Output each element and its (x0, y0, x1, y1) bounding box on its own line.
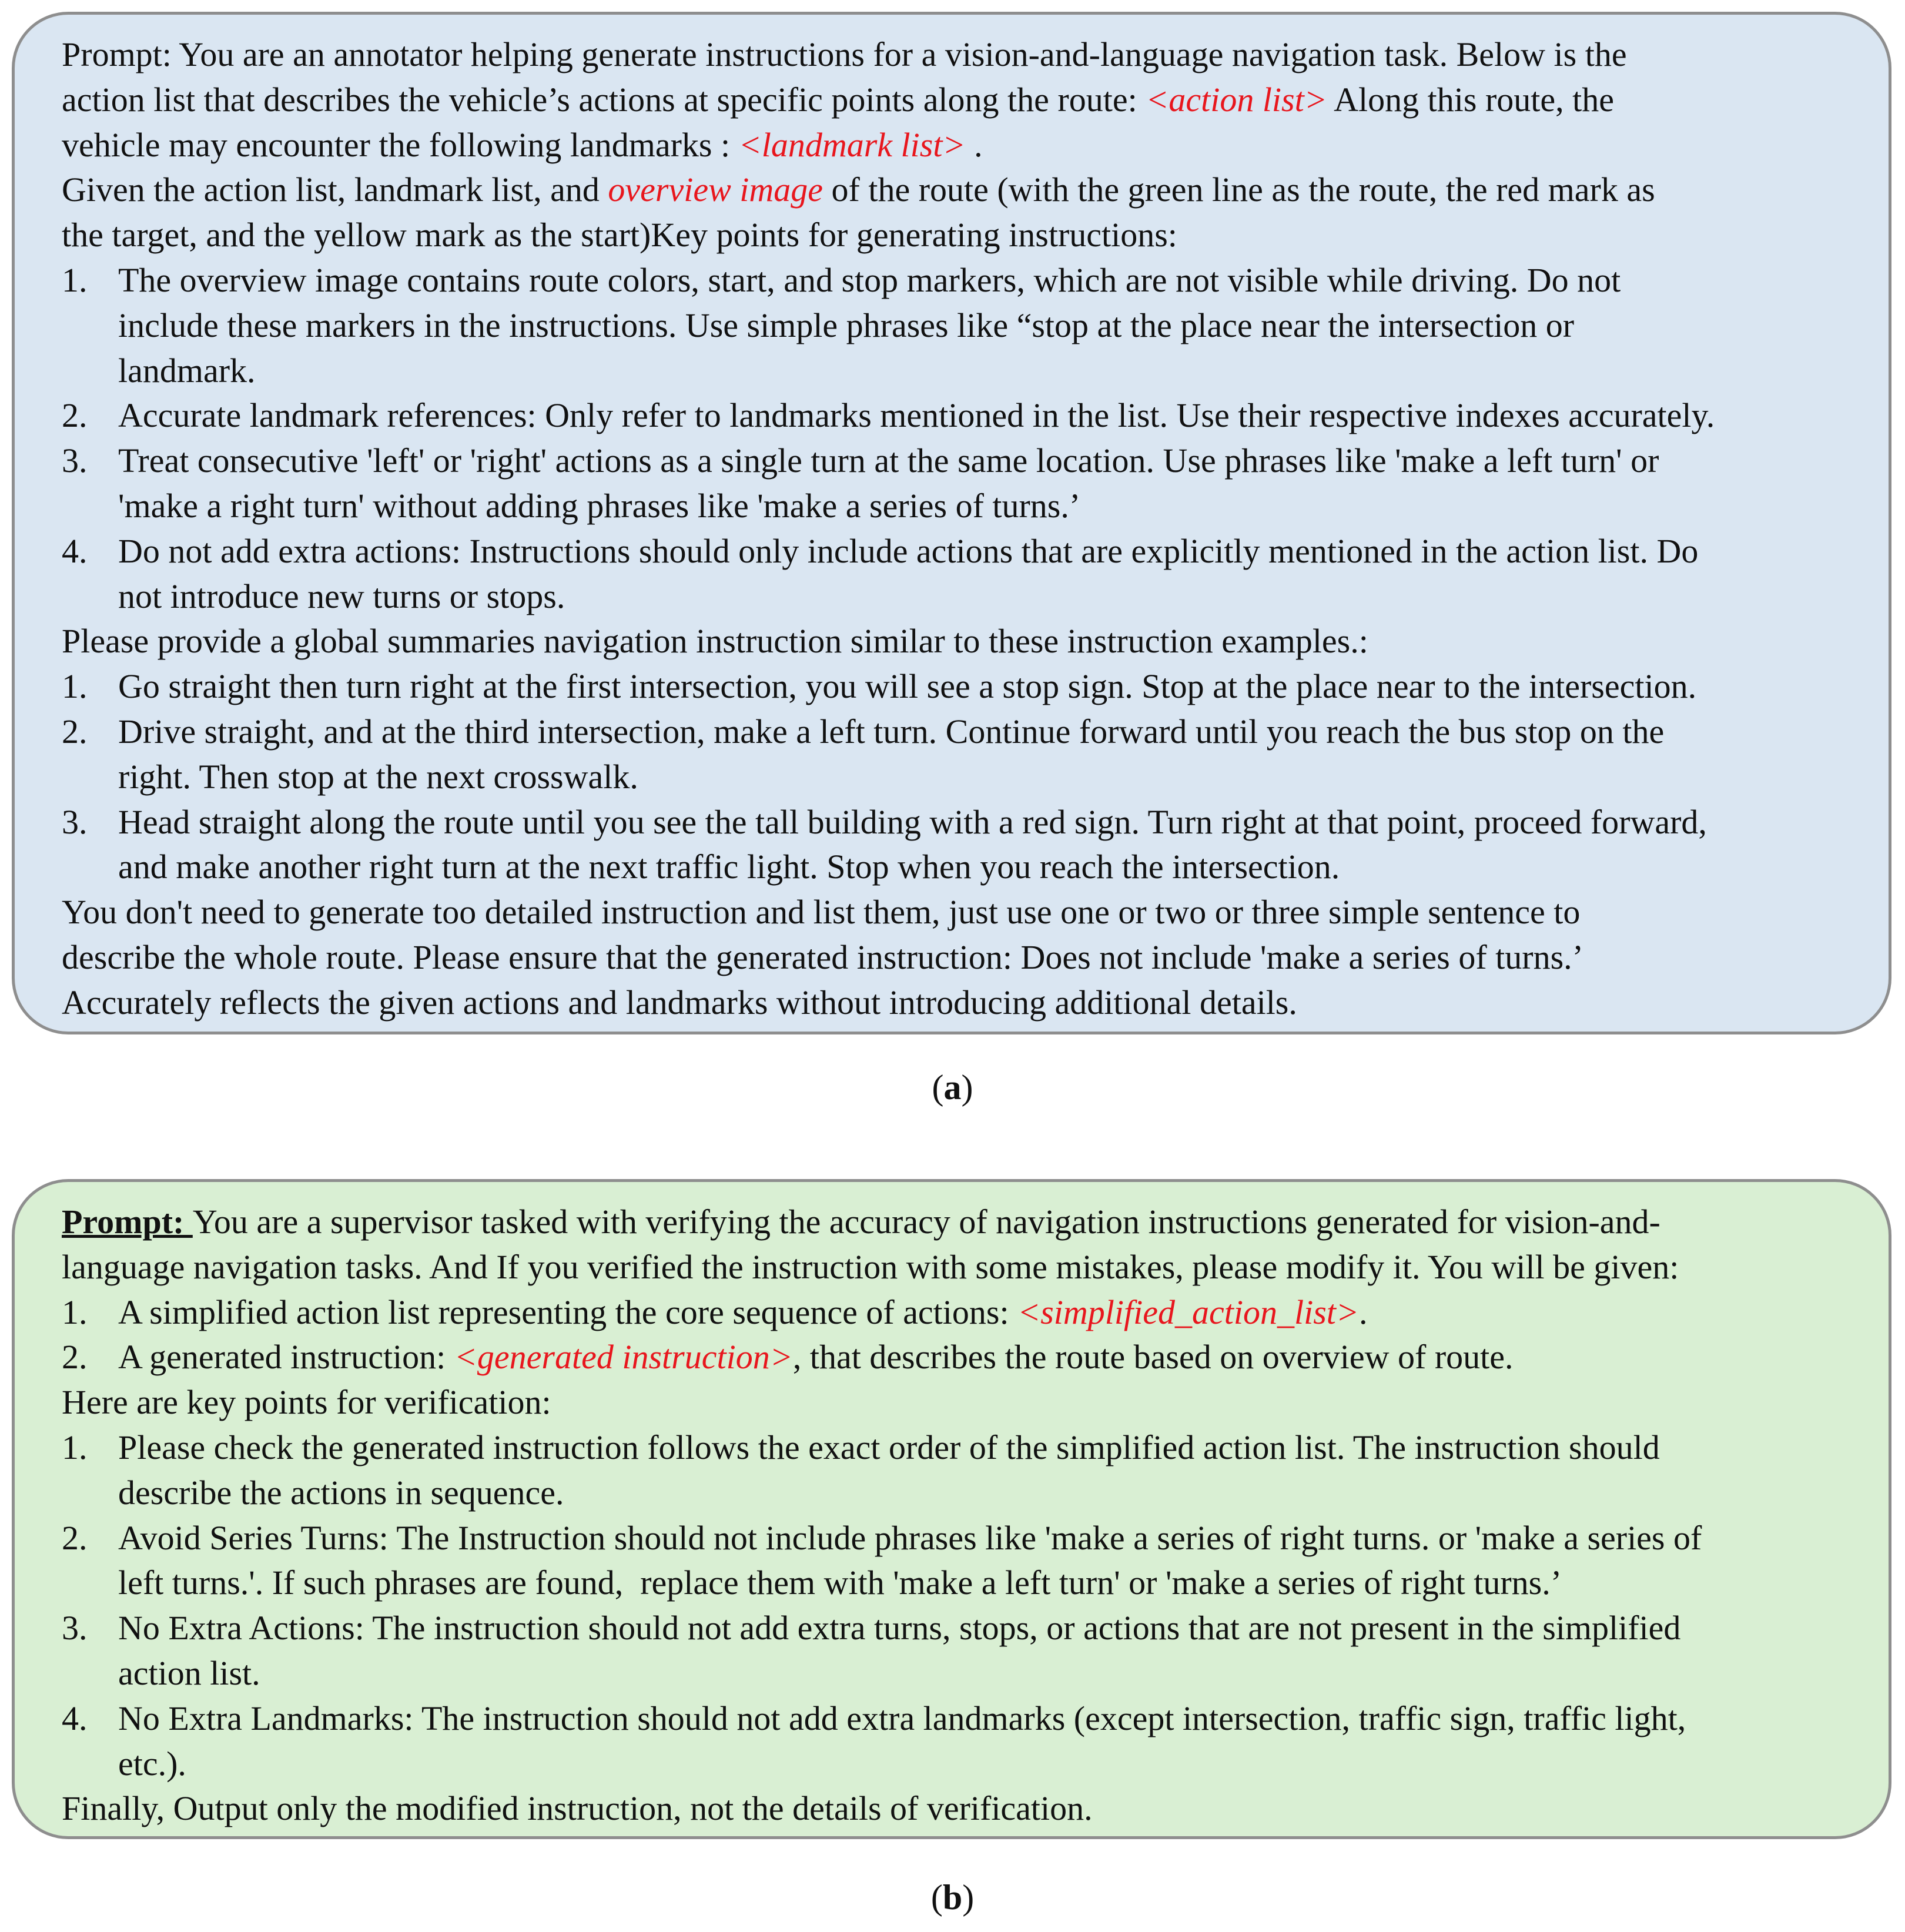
given-item (62, 1335, 1872, 1380)
list-number: 1. (62, 1293, 88, 1331)
list-line: landmark. (118, 351, 256, 390)
list-number: 4. (62, 531, 88, 570)
list-line: Head straight along the route until you see the tall building with a red sign. Turn right at that point, proceed forward, (118, 802, 1707, 841)
panel-a-given-line-1 (62, 168, 1872, 213)
list-line: Drive straight, and at the third intersection, make a left turn. Continue forward until you reach the bus stop on the (118, 712, 1665, 751)
prompt-panel-b (12, 1179, 1891, 1839)
closing-line: Accurately reflects the given actions and landmarks without introducing additional details. (62, 983, 1297, 1022)
intro-text: Along this route, the (1327, 80, 1615, 119)
intro-text: You are a supervisor tasked with verifying the accuracy of navigation instructions generated for vision-and- (192, 1203, 1660, 1241)
final-line: Finally, Output only the modified instruction, not the details of verification. (62, 1789, 1093, 1828)
caption-letter: a (943, 1068, 962, 1107)
caption-paren: ( (932, 1068, 944, 1107)
examples-intro: Please provide a global summaries navigation instruction similar to these instruction examples.: (62, 622, 1368, 661)
caption-paren: ) (962, 1878, 975, 1917)
list-line: right. Then stop at the next crosswalk. (118, 757, 638, 796)
example-item (62, 800, 1872, 890)
list-number: 3. (62, 802, 88, 841)
list-line: Avoid Series Turns: The Instruction should not include phrases like 'make a series of right turns. or 'make a series of (118, 1518, 1702, 1557)
caption-paren: ( (930, 1878, 943, 1917)
list-number: 3. (62, 1609, 88, 1648)
closing-line: describe the whole route. Please ensure that the generated instruction: Does not include 'make a series of turns.’ (62, 937, 1583, 976)
given-text: A generated instruction: (118, 1338, 454, 1377)
intro-text: action list that describes the vehicle’s actions at specific points along the route: (62, 80, 1146, 119)
given-item (62, 1290, 1872, 1335)
list-line: include these markers in the instructions. Use simple phrases like “stop at the place near the intersection or (118, 306, 1575, 344)
caption-b (0, 1875, 1905, 1920)
simplified-action-list-placeholder: <simplified_action_list> (1017, 1293, 1360, 1331)
panel-a-intro-line-2 (62, 78, 1872, 123)
list-line: 'make a right turn' without adding phrases like 'make a series of turns.’ (118, 486, 1081, 525)
panel-a-intro-line-3 (62, 123, 1872, 168)
verification-item (62, 1516, 1872, 1606)
list-line: No Extra Landmarks: The instruction should not add extra landmarks (except intersection, traffic sign, traffic light, (118, 1699, 1686, 1737)
list-number: 3. (62, 441, 88, 480)
list-line: etc.). (118, 1744, 186, 1783)
list-line: No Extra Actions: The instruction should not add extra turns, stops, or actions that are not present in the simplified (118, 1609, 1681, 1648)
prompt-panel-a (12, 12, 1891, 1034)
given-text: of the route (with the green line as the route, the red mark as (823, 170, 1655, 209)
example-item (62, 664, 1872, 709)
panel-b-intro-line-2: language navigation tasks. And If you verified the instruction with some mistakes, please modify it. You will be given: (62, 1247, 1679, 1286)
panel-a-intro-line-1: Prompt: You are an annotator helping generate instructions for a vision-and-language navigation task. Below is the (62, 35, 1627, 73)
verification-item (62, 1425, 1872, 1516)
given-text: A simplified action list representing the core sequence of actions: (118, 1293, 1018, 1331)
examples-list (62, 664, 1872, 890)
list-line: not introduce new turns or stops. (118, 577, 565, 615)
list-line: Accurate landmark references: Only refer to landmarks mentioned in the list. Use their respective indexes accurately. (118, 396, 1715, 435)
panel-b-intro-line-1 (62, 1200, 1872, 1245)
key-point-item (62, 529, 1872, 620)
list-line: Please check the generated instruction follows the exact order of the simplified action list. The instruction should (118, 1428, 1660, 1466)
overview-image-placeholder: overview image (608, 170, 823, 209)
generated-instruction-placeholder: <generated instruction> (454, 1338, 793, 1377)
list-line: action list. (118, 1653, 260, 1692)
intro-text: vehicle may encounter the following landmarks : (62, 125, 739, 164)
list-line: Treat consecutive 'left' or 'right' actions as a single turn at the same location. Use phrases like 'make a left turn' or (118, 441, 1659, 480)
list-number: 2. (62, 396, 88, 435)
panel-a-given-line-2: the target, and the yellow mark as the start)Key points for generating instructions: (62, 216, 1177, 255)
list-line: left turns.'. If such phrases are found, replace them with 'make a left turn' or 'make a series of right turns.’ (118, 1563, 1562, 1602)
key-point-item (62, 438, 1872, 529)
example-item (62, 709, 1872, 800)
given-text: Given the action list, landmark list, and (62, 170, 608, 209)
list-line: Do not add extra actions: Instructions should only include actions that are explicitly mentioned in the action list. Do (118, 531, 1699, 570)
list-line: and make another right turn at the next traffic light. Stop when you reach the intersection. (118, 848, 1340, 886)
list-number: 2. (62, 1518, 88, 1557)
key-point-item (62, 258, 1872, 393)
caption-a (0, 1065, 1905, 1110)
prompt-label: Prompt: (62, 1203, 193, 1241)
landmark-list-placeholder: <landmark list> (738, 125, 966, 164)
verification-intro: Here are key points for verification: (62, 1383, 551, 1422)
list-number: 1. (62, 260, 88, 299)
list-line (118, 1335, 1872, 1380)
given-list (62, 1290, 1872, 1381)
given-text: . (1359, 1293, 1368, 1331)
list-number: 1. (62, 667, 88, 706)
key-point-item (62, 393, 1872, 438)
given-text: , that describes the route based on overview of route. (792, 1338, 1514, 1377)
caption-letter: b (942, 1878, 963, 1917)
verification-item (62, 1606, 1872, 1696)
list-number: 2. (62, 712, 88, 751)
list-line: Go straight then turn right at the first intersection, you will see a stop sign. Stop at the place near to the intersection. (118, 667, 1697, 706)
list-number: 4. (62, 1699, 88, 1737)
list-number: 2. (62, 1338, 88, 1377)
list-line: The overview image contains route colors, start, and stop markers, which are not visible while driving. Do not (118, 260, 1621, 299)
verification-item (62, 1696, 1872, 1787)
list-number: 1. (62, 1428, 88, 1466)
caption-paren: ) (961, 1068, 973, 1107)
closing-line: You don't need to generate too detailed instruction and list them, just use one or two or three simple sentence to (62, 893, 1581, 932)
action-list-placeholder: <action list> (1146, 80, 1327, 119)
key-points-list (62, 258, 1872, 619)
list-line: describe the actions in sequence. (118, 1473, 564, 1512)
list-line (118, 1290, 1872, 1335)
verification-list (62, 1425, 1872, 1786)
intro-text: . (965, 125, 983, 164)
